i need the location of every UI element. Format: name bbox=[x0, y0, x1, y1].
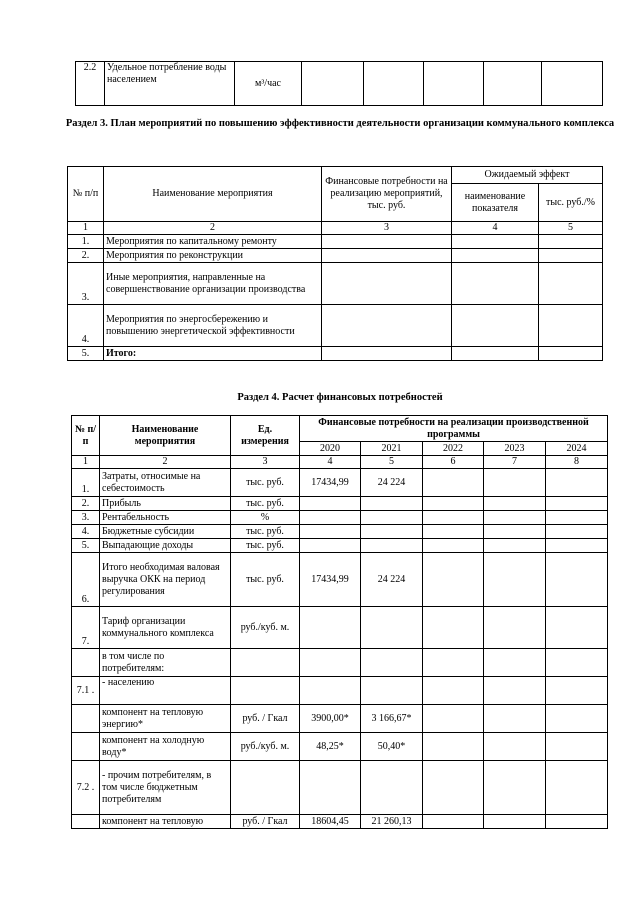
table-row bbox=[72, 815, 608, 829]
col-number: 2 bbox=[100, 456, 231, 469]
col-number: 6 bbox=[423, 456, 484, 469]
header-num: № п/п bbox=[68, 167, 104, 222]
row-number: 1. bbox=[72, 469, 100, 497]
table-row bbox=[68, 347, 603, 361]
row-name: Итого необходимая валовая выручка ОКК на период регулирования bbox=[100, 553, 231, 607]
row-unit: руб./куб. м. bbox=[231, 733, 300, 761]
value-2020: 3900,00* bbox=[300, 705, 361, 733]
col-number: 5 bbox=[539, 222, 603, 235]
row-number: 4. bbox=[72, 525, 100, 539]
table-row bbox=[72, 761, 608, 815]
value-2020: 18604,45 bbox=[300, 815, 361, 829]
section4-table bbox=[71, 415, 608, 829]
header-unit: Ед. измерения bbox=[231, 416, 300, 456]
col-number: 4 bbox=[452, 222, 539, 235]
year-2024: 2024 bbox=[546, 442, 608, 456]
year-2021: 2021 bbox=[361, 442, 423, 456]
row-name: в том числе по потребителям: bbox=[100, 649, 231, 677]
row-name: компонент на холодную воду* bbox=[100, 733, 231, 761]
header-indicator: наименование показателя bbox=[452, 184, 539, 222]
row-unit: тыс. руб. bbox=[231, 525, 300, 539]
col-number: 3 bbox=[231, 456, 300, 469]
row-name: Мероприятия по капитальному ремонту bbox=[104, 235, 322, 249]
table-row bbox=[72, 469, 608, 497]
row-name: Тариф организации коммунального комплекса bbox=[100, 607, 231, 649]
row-number: 4. bbox=[68, 305, 104, 347]
col-number: 8 bbox=[546, 456, 608, 469]
year-2022: 2022 bbox=[423, 442, 484, 456]
row-name: Удельное потребление воды населением bbox=[105, 62, 235, 106]
year-2020: 2020 bbox=[300, 442, 361, 456]
row-name: компонент на тепловую bbox=[100, 815, 231, 829]
row-unit: руб./куб. м. bbox=[231, 607, 300, 649]
row-number: 7.1 . bbox=[72, 677, 100, 705]
table-row bbox=[72, 733, 608, 761]
header-num: № п/п bbox=[72, 416, 100, 456]
value-2020: 17434,99 bbox=[300, 469, 361, 497]
col-number: 1 bbox=[68, 222, 104, 235]
row-unit: тыс. руб. bbox=[231, 553, 300, 607]
row-unit: руб. / Гкал bbox=[231, 815, 300, 829]
row-number: 1. bbox=[68, 235, 104, 249]
table-row bbox=[72, 677, 608, 705]
row-name: Итого: bbox=[104, 347, 322, 361]
value-2021: 24 224 bbox=[361, 553, 423, 607]
table-row bbox=[72, 649, 608, 677]
table-row bbox=[68, 305, 603, 347]
row-number: 3. bbox=[68, 263, 104, 305]
row-number: 2. bbox=[68, 249, 104, 263]
col-number: 3 bbox=[322, 222, 452, 235]
row-number: 7. bbox=[72, 607, 100, 649]
row-name: Рентабельность bbox=[100, 511, 231, 525]
section4-title: Раздел 4. Расчет финансовых потребностей bbox=[237, 392, 443, 403]
table-row bbox=[72, 607, 608, 649]
row-name: Мероприятия по реконструкции bbox=[104, 249, 322, 263]
row-number: 6. bbox=[72, 553, 100, 607]
header-name: Наименование мероприятия bbox=[104, 167, 322, 222]
value-2021: 3 166,67* bbox=[361, 705, 423, 733]
table-row bbox=[72, 539, 608, 553]
row-name: - прочим потребителям, в том числе бюджетным потребителям bbox=[100, 761, 231, 815]
row-name: Иные мероприятия, направленные на совершенствование организации производства bbox=[104, 263, 322, 305]
row-unit: м³/час bbox=[235, 62, 302, 106]
row-number: 2.2 bbox=[76, 62, 105, 106]
row-name: компонент на тепловую энергию* bbox=[100, 705, 231, 733]
value-2020: 17434,99 bbox=[300, 553, 361, 607]
row-name: - населению bbox=[100, 677, 231, 705]
value-2020: 48,25* bbox=[300, 733, 361, 761]
header-fin: Финансовые потребности на реализацию мероприятий, тыс. руб. bbox=[322, 167, 452, 222]
value-2021: 50,40* bbox=[361, 733, 423, 761]
col-number: 5 bbox=[361, 456, 423, 469]
table-row bbox=[72, 525, 608, 539]
row-number: 5. bbox=[72, 539, 100, 553]
table-row bbox=[68, 235, 603, 249]
row-number: 5. bbox=[68, 347, 104, 361]
table-row bbox=[72, 511, 608, 525]
col-number: 4 bbox=[300, 456, 361, 469]
value-2021: 24 224 bbox=[361, 469, 423, 497]
table-row bbox=[68, 263, 603, 305]
row-name: Мероприятия по энергосбережению и повышению энергетической эффективности bbox=[104, 305, 322, 347]
row-unit: руб. / Гкал bbox=[231, 705, 300, 733]
table-row bbox=[72, 553, 608, 607]
section3-title: Раздел 3. План мероприятий по повышению эффективности деятельности организации коммунального комплекса bbox=[65, 118, 615, 129]
row-unit: тыс. руб. bbox=[231, 497, 300, 511]
table-row bbox=[68, 249, 603, 263]
header-fin: Финансовые потребности на реализации производственной программы bbox=[300, 416, 608, 442]
row-name: Прибыль bbox=[100, 497, 231, 511]
row-number: 7.2 . bbox=[72, 761, 100, 815]
col-number: 1 bbox=[72, 456, 100, 469]
header-thousand: тыс. руб./% bbox=[539, 184, 603, 222]
col-number: 2 bbox=[104, 222, 322, 235]
row-number: 2. bbox=[72, 497, 100, 511]
row-name: Бюджетные субсидии bbox=[100, 525, 231, 539]
row-name: Затраты, относимые на себестоимость bbox=[100, 469, 231, 497]
section3-table bbox=[67, 166, 603, 361]
row-number: 3. bbox=[72, 511, 100, 525]
row-unit: % bbox=[231, 511, 300, 525]
value-2021: 21 260,13 bbox=[361, 815, 423, 829]
unit-consumption-table bbox=[75, 61, 603, 106]
row-unit: тыс. руб. bbox=[231, 539, 300, 553]
header-name: Наименование мероприятия bbox=[100, 416, 231, 456]
header-effect: Ожидаемый эффект bbox=[452, 167, 603, 184]
table-row bbox=[72, 705, 608, 733]
year-2023: 2023 bbox=[484, 442, 546, 456]
row-name: Выпадающие доходы bbox=[100, 539, 231, 553]
table-row bbox=[72, 497, 608, 511]
col-number: 7 bbox=[484, 456, 546, 469]
row-unit: тыс. руб. bbox=[231, 469, 300, 497]
